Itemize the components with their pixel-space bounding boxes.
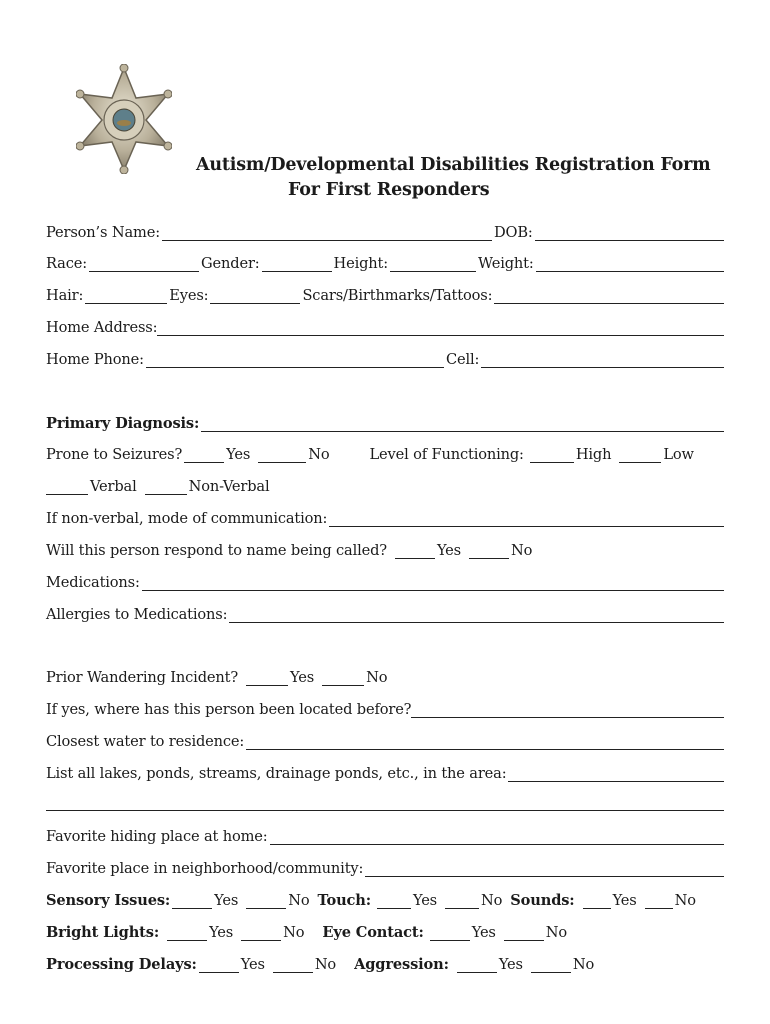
input-sounds-yes[interactable]	[583, 895, 611, 909]
label-lights-yes: Yes	[209, 924, 234, 941]
label-home-phone: Home Phone:	[46, 351, 144, 368]
label-favorite-place: Favorite place in neighborhood/community:	[46, 860, 364, 877]
input-lights-no[interactable]	[241, 927, 281, 941]
input-weight[interactable]	[536, 258, 724, 272]
input-touch-yes[interactable]	[377, 895, 411, 909]
input-verbal[interactable]	[46, 481, 88, 495]
label-processing-no: No	[314, 956, 337, 973]
row-primary-diagnosis	[46, 412, 726, 432]
input-primary-diagnosis[interactable]	[201, 418, 724, 432]
row-race-gender-height-weight	[46, 252, 726, 272]
input-processing-yes[interactable]	[199, 959, 239, 973]
input-name[interactable]	[162, 227, 492, 241]
input-respond-no[interactable]	[469, 545, 509, 559]
label-functioning-low: Low	[663, 446, 694, 463]
input-address[interactable]	[157, 322, 724, 336]
label-nonverbal: Non-Verbal	[188, 478, 270, 495]
input-cell[interactable]	[481, 354, 724, 368]
input-race[interactable]	[89, 258, 199, 272]
row-medications	[46, 571, 726, 591]
row-hair-eyes-scars	[46, 284, 726, 304]
label-sensory: Sensory Issues:	[46, 892, 171, 909]
input-allergies[interactable]	[229, 609, 724, 623]
row-located-before	[46, 698, 726, 718]
row-processing-aggression	[46, 953, 726, 973]
input-located-before[interactable]	[411, 704, 724, 718]
form-title-line-2: For First Responders	[288, 180, 490, 200]
input-hair[interactable]	[85, 290, 167, 304]
input-lights-yes[interactable]	[167, 927, 207, 941]
input-lakes[interactable]	[508, 768, 724, 782]
label-touch-no: No	[481, 892, 503, 909]
label-aggression-yes: Yes	[498, 956, 523, 973]
label-allergies: Allergies to Medications:	[46, 606, 228, 623]
label-aggression: Aggression:	[354, 956, 449, 973]
label-functioning-high: High	[575, 446, 612, 463]
label-address: Home Address:	[46, 319, 158, 336]
row-closest-water	[46, 730, 726, 750]
input-eye-contact-yes[interactable]	[430, 927, 470, 941]
label-hiding-place: Favorite hiding place at home:	[46, 828, 268, 845]
row-hiding-place	[46, 825, 726, 845]
label-primary-diagnosis: Primary Diagnosis:	[46, 415, 200, 432]
input-wandering-yes[interactable]	[246, 672, 288, 686]
input-lakes-continued[interactable]	[46, 810, 724, 811]
row-verbal	[46, 475, 726, 495]
label-lakes: List all lakes, ponds, streams, drainage ponds, etc., in the area:	[46, 765, 507, 782]
row-favorite-place	[46, 857, 726, 877]
label-medications: Medications:	[46, 574, 140, 591]
label-respond-to-name: Will this person respond to name being called?	[46, 542, 387, 559]
row-name-dob	[46, 221, 726, 241]
input-functioning-high[interactable]	[530, 449, 574, 463]
row-lakes	[46, 762, 726, 782]
input-aggression-no[interactable]	[531, 959, 571, 973]
label-lights-no: No	[283, 924, 305, 941]
label-touch: Touch:	[317, 892, 371, 909]
input-sensory-yes[interactable]	[172, 895, 212, 909]
input-closest-water[interactable]	[246, 736, 724, 750]
label-sounds-yes: Yes	[612, 892, 637, 909]
label-sounds: Sounds:	[510, 892, 575, 909]
input-scars[interactable]	[494, 290, 724, 304]
input-height[interactable]	[390, 258, 476, 272]
label-processing-delays: Processing Delays:	[46, 956, 197, 973]
input-home-phone[interactable]	[146, 354, 444, 368]
input-sounds-no[interactable]	[645, 895, 673, 909]
input-touch-no[interactable]	[445, 895, 479, 909]
label-gender: Gender:	[201, 255, 260, 272]
label-height: Height:	[333, 255, 389, 272]
label-respond-yes: Yes	[436, 542, 462, 559]
input-seizures-yes[interactable]	[184, 449, 224, 463]
label-race: Race:	[46, 255, 88, 272]
label-respond-no: No	[511, 542, 533, 559]
input-medications[interactable]	[142, 577, 724, 591]
label-name: Person’s Name:	[46, 224, 160, 241]
input-processing-no[interactable]	[273, 959, 313, 973]
label-sensory-yes: Yes	[214, 892, 239, 909]
label-eye-contact-no: No	[545, 924, 568, 941]
label-wandering: Prior Wandering Incident?	[46, 669, 239, 686]
row-allergies	[46, 603, 726, 623]
input-gender[interactable]	[262, 258, 332, 272]
label-weight: Weight:	[478, 255, 534, 272]
input-wandering-no[interactable]	[322, 672, 364, 686]
label-scars: Scars/Birthmarks/Tattoos:	[302, 287, 493, 304]
input-favorite-place[interactable]	[365, 863, 724, 877]
row-address	[46, 316, 726, 336]
row-lights-eye-contact	[46, 921, 726, 941]
input-dob[interactable]	[535, 227, 724, 241]
label-wandering-no: No	[366, 669, 388, 686]
label-closest-water: Closest water to residence:	[46, 733, 245, 750]
row-phone-cell	[46, 348, 726, 368]
input-eyes[interactable]	[210, 290, 300, 304]
label-cell: Cell:	[445, 351, 480, 368]
input-eye-contact-no[interactable]	[504, 927, 544, 941]
label-hair: Hair:	[46, 287, 84, 304]
label-functioning: Level of Functioning:	[369, 446, 524, 463]
label-dob: DOB:	[493, 224, 533, 241]
label-sounds-no: No	[674, 892, 696, 909]
input-communication[interactable]	[329, 513, 724, 527]
row-respond-to-name	[46, 539, 726, 559]
sheriff-star-badge-icon	[76, 64, 172, 174]
label-processing-yes: Yes	[240, 956, 265, 973]
label-communication: If non-verbal, mode of communication:	[46, 510, 328, 527]
input-seizures-no[interactable]	[258, 449, 306, 463]
row-communication	[46, 507, 726, 527]
input-hiding-place[interactable]	[270, 831, 724, 845]
label-aggression-no: No	[572, 956, 595, 973]
form-title	[196, 153, 716, 203]
label-wandering-yes: Yes	[290, 669, 315, 686]
label-touch-yes: Yes	[412, 892, 438, 909]
input-aggression-yes[interactable]	[457, 959, 497, 973]
input-nonverbal[interactable]	[145, 481, 187, 495]
label-sensory-no: No	[288, 892, 310, 909]
label-seizures: Prone to Seizures?	[46, 446, 183, 463]
input-sensory-no[interactable]	[246, 895, 286, 909]
input-functioning-low[interactable]	[619, 449, 661, 463]
label-seizures-yes: Yes	[226, 446, 251, 463]
label-seizures-no: No	[308, 446, 330, 463]
row-sensory	[46, 889, 726, 909]
label-eyes: Eyes:	[169, 287, 209, 304]
label-verbal: Verbal	[90, 478, 137, 495]
input-respond-yes[interactable]	[395, 545, 435, 559]
label-located-before: If yes, where has this person been located before?	[46, 701, 412, 718]
label-bright-lights: Bright Lights:	[46, 924, 160, 941]
form-title-line-1: Autism/Developmental Disabilities Registration Form	[196, 155, 711, 175]
label-eye-contact-yes: Yes	[471, 924, 496, 941]
row-wandering	[46, 666, 726, 686]
row-seizures-functioning	[46, 443, 726, 463]
label-eye-contact: Eye Contact:	[322, 924, 424, 941]
